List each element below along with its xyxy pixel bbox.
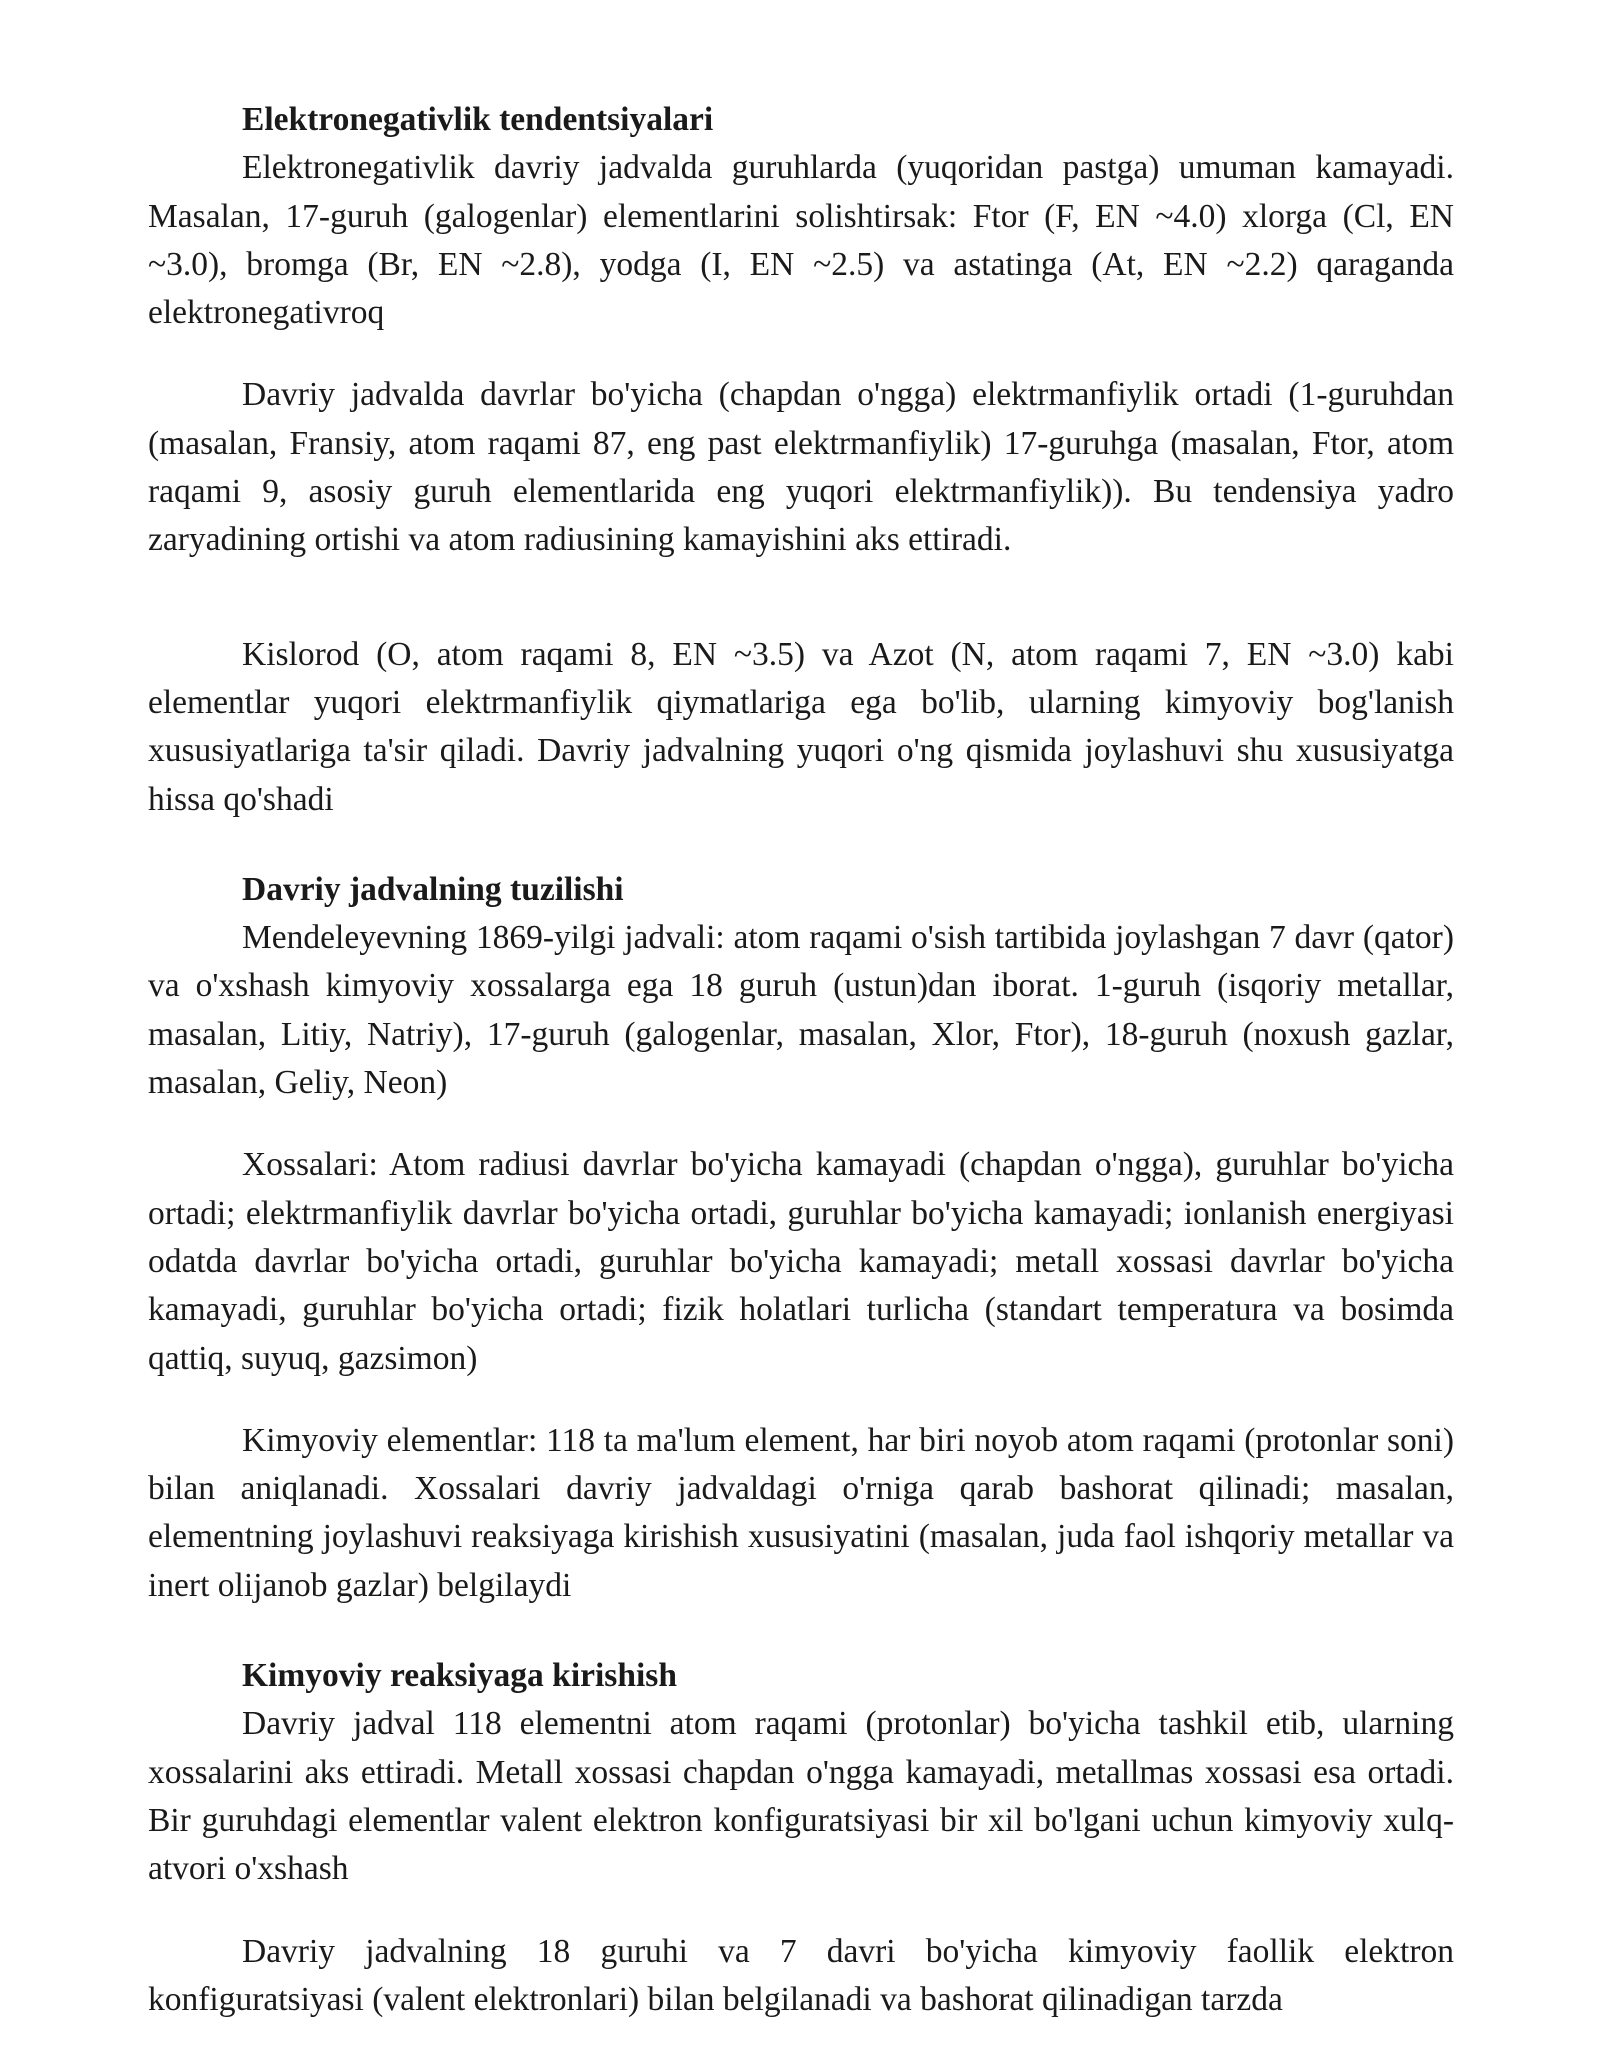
section-chemical-reactivity bbox=[148, 1652, 1454, 2024]
paragraph: Kimyoviy elementlar: 118 ta ma'lum element, har biri noyob atom raqami (protonlar soni) bilan aniqlanadi. Xossalari davriy jadvaldagi o'rniga qarab bashorat qilinadi; masalan, elementning joylashuvi reaksiyaga kirishish xususiyatini (masalan, juda faol ishqoriy metallar va inert olijanob gazlar) belgilaydi bbox=[148, 1421, 1454, 1604]
section-heading: Elektronegativlik tendentsiyalari bbox=[242, 101, 714, 138]
paragraph: Davriy jadvalda davrlar bo'yicha (chapdan o'ngga) elektrmanfiylik ortadi (1-guruhdan (masalan, Fransiy, atom raqami 87, eng past elektrmanfiylik) 17-guruhga (masalan, Ftor, atom raqami 9, asosiy guruh elementlarida eng yuqori elektrmanfiylik)). Bu tendensiya yadro zaryadining ortishi va atom radiusining kamayishini aks ettiradi. bbox=[148, 376, 1454, 559]
paragraph: Davriy jadval 118 elementni atom raqami (protonlar) bo'yicha tashkil etib, ularning xossalarini aks ettiradi. Metall xossasi chapdan o'ngga kamayadi, metallmas xossasi esa ortadi. Bir guruhdagi elementlar valent elektron konfiguratsiyasi bir xil bo'lgani uchun kimyoviy xulq-atvori o'xshash bbox=[148, 1705, 1454, 1888]
paragraph: Davriy jadvalning 18 guruhi va 7 davri bo'yicha kimyoviy faollik elektron konfiguratsiyasi (valent elektronlari) bilan belgilanadi va bashorat qilinadigan tarzda bbox=[148, 1932, 1454, 2018]
section-periodic-table-structure bbox=[148, 866, 1454, 1610]
section-electronegativity-trends bbox=[148, 96, 1454, 824]
section-heading: Davriy jadvalning tuzilishi bbox=[242, 870, 624, 908]
paragraph: Xossalari: Atom radiusi davrlar bo'yicha kamayadi (chapdan o'ngga), guruhlar bo'yicha ortadi; elektrmanfiylik davrlar bo'yicha ortadi, guruhlar bo'yicha kamayadi; ionlanish energiyasi odatda davrlar bo'yicha ortadi, guruhlar bo'yicha kamayadi; metall xossasi davrlar bo'yicha kamayadi, guruhlar bo'yicha ortadi; fizik holatlari turlicha (standart temperatura va bosimda qattiq, suyuq, gazsimon) bbox=[148, 1146, 1454, 1377]
paragraph: Elektronegativlik davriy jadvalda guruhlarda (yuqoridan pastga) umuman kamayadi. Masalan, 17-guruh (galogenlar) elementlarini solishtirsak: Ftor (F, EN ~4.0) xlorga (Cl, EN ~3.0), bromga (Br, EN ~2.8), yodga (I, EN ~2.5) va astatinga (At, EN ~2.2) qaraganda elektronegativroq bbox=[148, 149, 1454, 332]
paragraph: Kislorod (O, atom raqami 8, EN ~3.5) va Azot (N, atom raqami 7, EN ~3.0) kabi elementlar yuqori elektrmanfiylik qiymatlariga ega bo'lib, ularning kimyoviy bog'lanish xususiyatlariga ta'sir qiladi. Davriy jadvalning yuqori o'ng qismida joylashuvi shu xususiyatga hissa qo'shadi bbox=[148, 635, 1454, 818]
section-heading: Kimyoviy reaksiyaga kirishish bbox=[242, 1657, 677, 1695]
document-page bbox=[148, 96, 1454, 2024]
paragraph: Mendeleyevning 1869-yilgi jadvali: atom raqami o'sish tartibida joylashgan 7 davr (qator) va o'xshash kimyoviy xossalarga ega 18 guruh (ustun)dan iborat. 1-guruh (isqoriy metallar, masalan, Litiy, Natriy), 17-guruh (galogenlar, masalan, Xlor, Ftor), 18-guruh (noxush gazlar, masalan, Geliy, Neon) bbox=[148, 919, 1454, 1102]
